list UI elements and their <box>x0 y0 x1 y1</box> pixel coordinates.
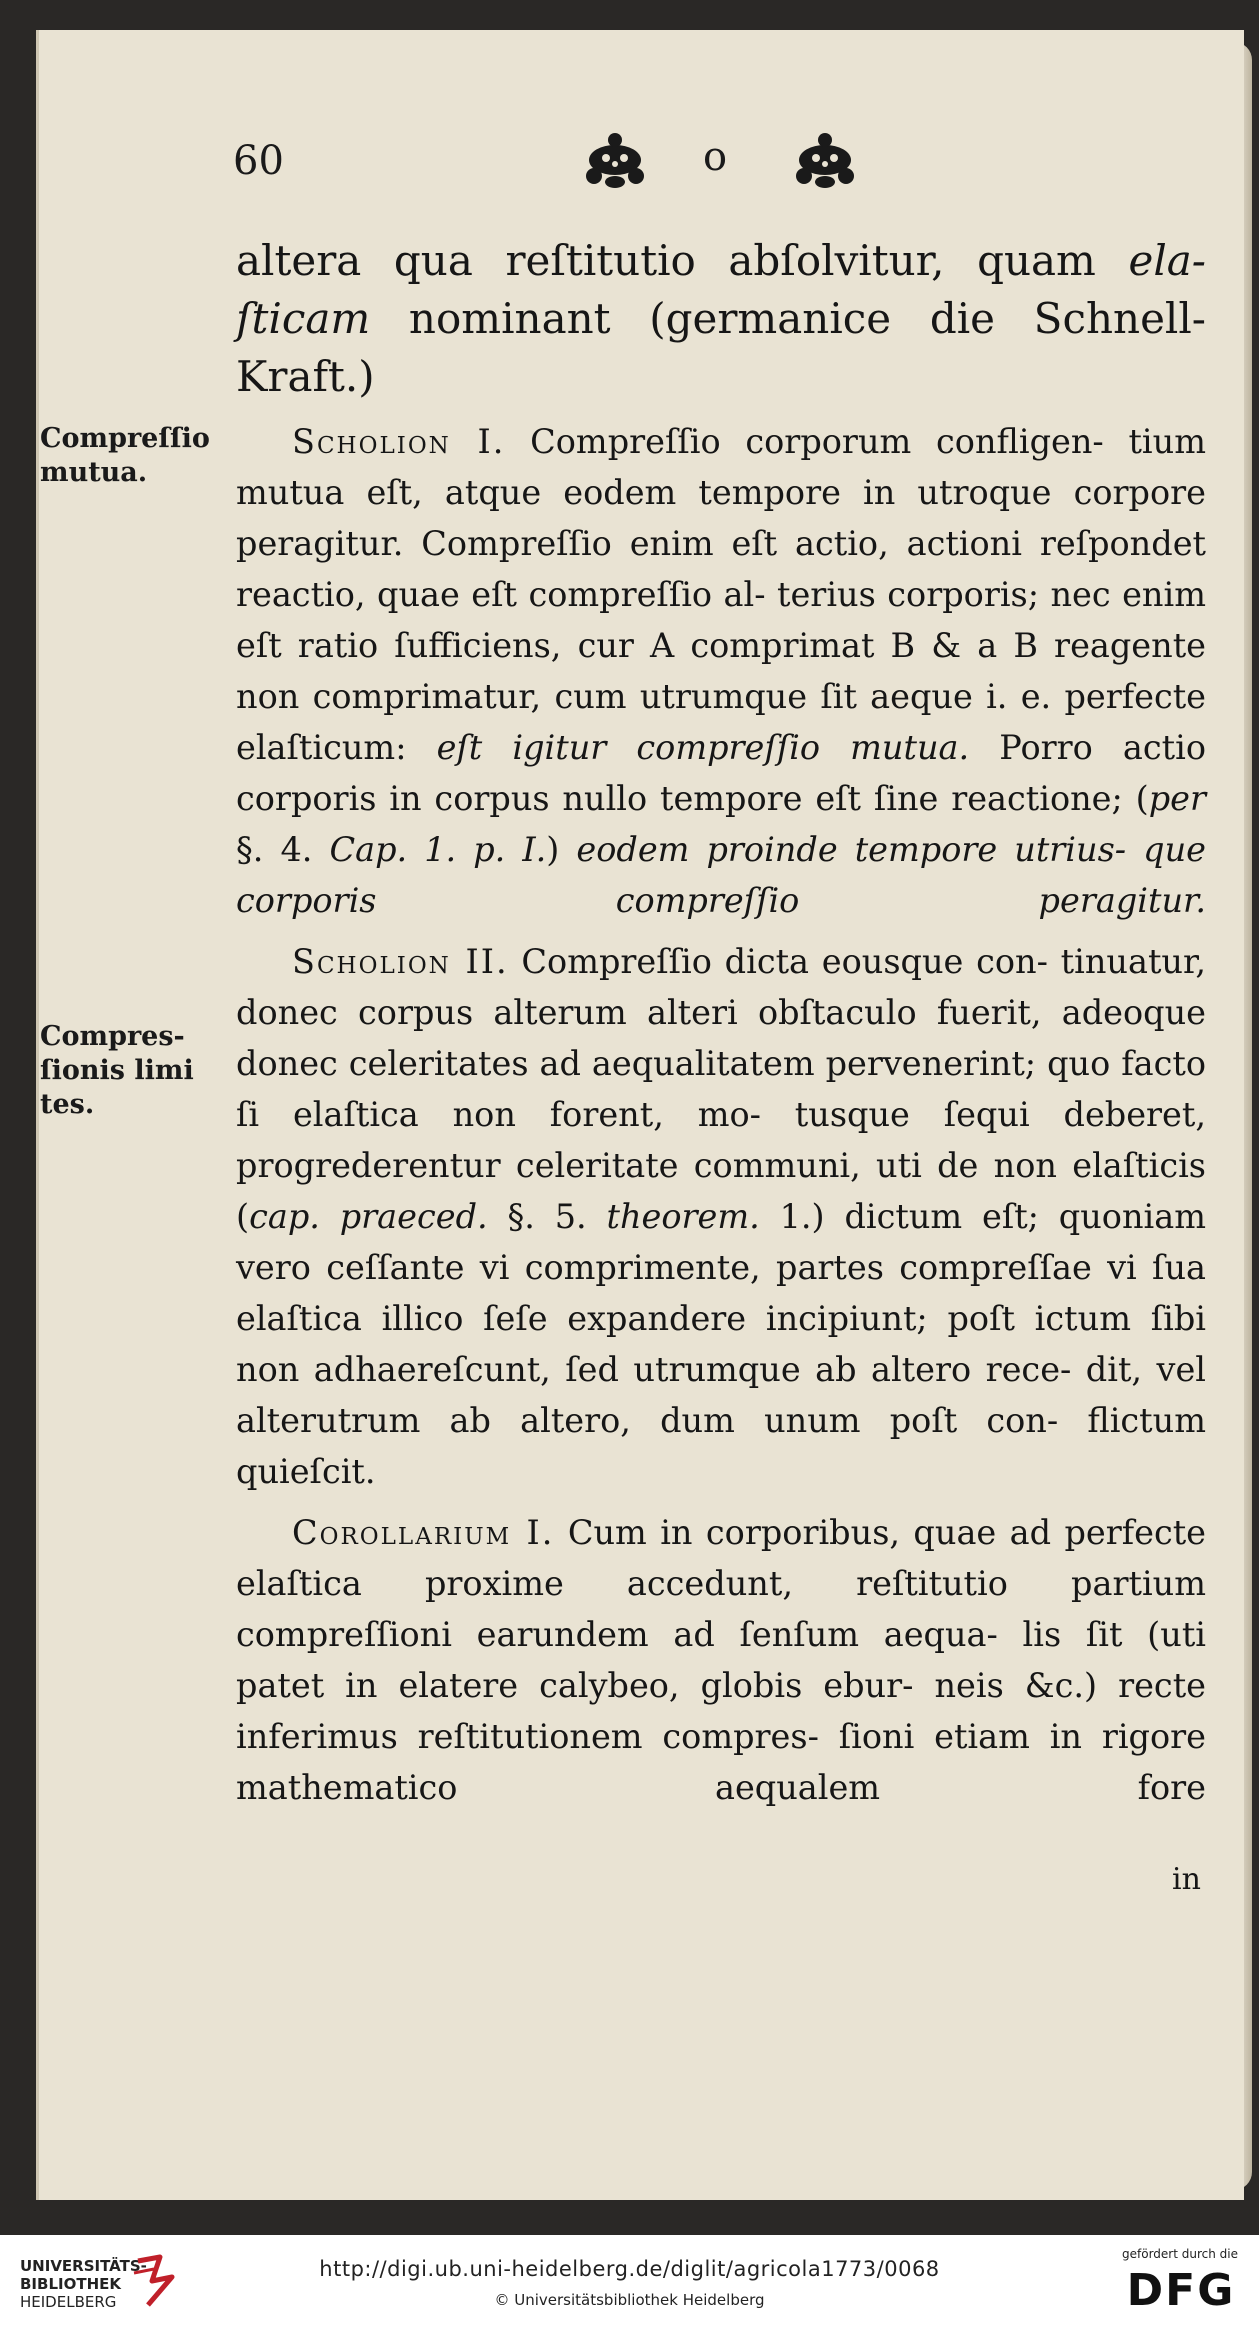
text-run-italic: ela- <box>1128 236 1206 285</box>
text-run: nominant (germanice die Schnell- <box>370 294 1206 343</box>
text-run-italic: per <box>1148 779 1206 818</box>
paragraph-scholion-2 <box>236 936 1206 1497</box>
margin-note-compressio <box>40 422 230 490</box>
margin-note-line: tes. <box>40 1089 95 1120</box>
text-run: §. 5. <box>487 1197 607 1236</box>
permalink-url[interactable]: http://digi.ub.uni-heidelberg.de/diglit/agricola1773/0068 <box>319 2257 940 2281</box>
section-lead: Corollarium I. <box>292 1513 555 1552</box>
fleuron-right-icon <box>790 130 860 190</box>
page-header <box>0 130 1259 200</box>
text-run-italic: theorem. <box>606 1197 760 1236</box>
paragraph-scholion-1 <box>236 416 1206 926</box>
logo-text: BIBLIOTHEK <box>20 2275 121 2293</box>
text-run: Kraft.) <box>236 352 375 401</box>
margin-note-limites <box>40 1020 230 1122</box>
funding-note: gefördert durch die <box>1122 2247 1238 2261</box>
text-run-italic: eodem proinde tempore utrius- que corporis compreſſio peragitur. <box>236 830 1207 920</box>
text-run-italic: eſt igitur compreſſio mutua. <box>436 728 970 767</box>
paragraph-opening <box>236 232 1206 406</box>
text-run-italic: cap. praeced. <box>249 1197 488 1236</box>
copyright-notice: © Universitätsbibliothek Heidelberg <box>494 2291 765 2309</box>
fleuron-left-icon <box>580 130 650 190</box>
text-run: ) <box>546 830 577 869</box>
page-number: 60 <box>233 138 284 184</box>
section-lead: Scholion II. <box>292 942 509 981</box>
text-run-italic: Cap. 1. p. I. <box>329 830 547 869</box>
margin-note-line: mutua. <box>40 457 148 488</box>
text-run: Compreſſio corporum confligen- tium mutua eſt, atque eodem tempore in utroque corpore peragitur. Compreſſio enim eſt actio, actioni reſpondet reactio, quae eſt compreſſio al- terius corporis; nec enim eſt ratio ſufficiens, cur A comprimat B & a B reagente non comprimatur, cum utrumque ſit aeque i. e. perfecte elaſticum: <box>236 422 1206 767</box>
text-run: 1.) dictum eſt; quoniam vero ceſſante vi comprimente, partes compreſſae vi ſua elaſtica illico ſeſe expandere incipiunt; poſt ictum ſibi non adhaereſcunt, ſed utrumque ab altero rece- dit, vel alterutrum ab altero, dum unum poſt con- flictum quieſcit. <box>236 1197 1206 1491</box>
viewer-footer <box>0 2235 1259 2327</box>
header-ornament-center: o <box>703 134 728 180</box>
logo-text: UNIVERSITÄTS- <box>20 2257 147 2275</box>
section-lead: Scholion I. <box>292 422 506 461</box>
logo-text: HEIDELBERG <box>20 2293 117 2311</box>
margin-note-line: Compreſſio <box>40 423 210 454</box>
margin-note-line: ſionis limi <box>40 1055 194 1086</box>
text-run-italic: ſticam <box>236 294 371 343</box>
text-run: §. 4. <box>236 830 330 869</box>
body-text <box>236 232 1206 1823</box>
dfg-logo[interactable]: DFG <box>1126 2265 1236 2316</box>
text-run: Cum in corporibus, quae ad perfecte elaſtica proxime accedunt, reſtitutio partium compreſſioni earundem ad ſenſum aequa- lis ſit (uti patet in elatere calybeo, globis ebur- neis &c.) recte inferimus reſtitutionem compres- ſioni etiam in rigore mathematico aequalem fore <box>236 1513 1207 1807</box>
paragraph-corollarium-1 <box>236 1507 1206 1813</box>
text-run: altera qua reſtitutio abſolvitur, quam <box>236 236 1129 285</box>
text-run: Porro actio corporis in corpus nullo tempore eſt ſine reactione; ( <box>236 728 1206 818</box>
text-run: Compreſſio dicta eousque con- tinuatur, donec corpus alterum alteri obſtaculo fuerit, adeoque donec celeritates ad aequalitatem pervenerint; quo facto ſi elaſtica non forent, mo- tusque ſequi deberet, progrederentur celeritate communi, uti de non elaſticis ( <box>236 942 1206 1236</box>
catchword: in <box>1172 1862 1201 1897</box>
margin-note-line: Compres- <box>40 1021 185 1052</box>
